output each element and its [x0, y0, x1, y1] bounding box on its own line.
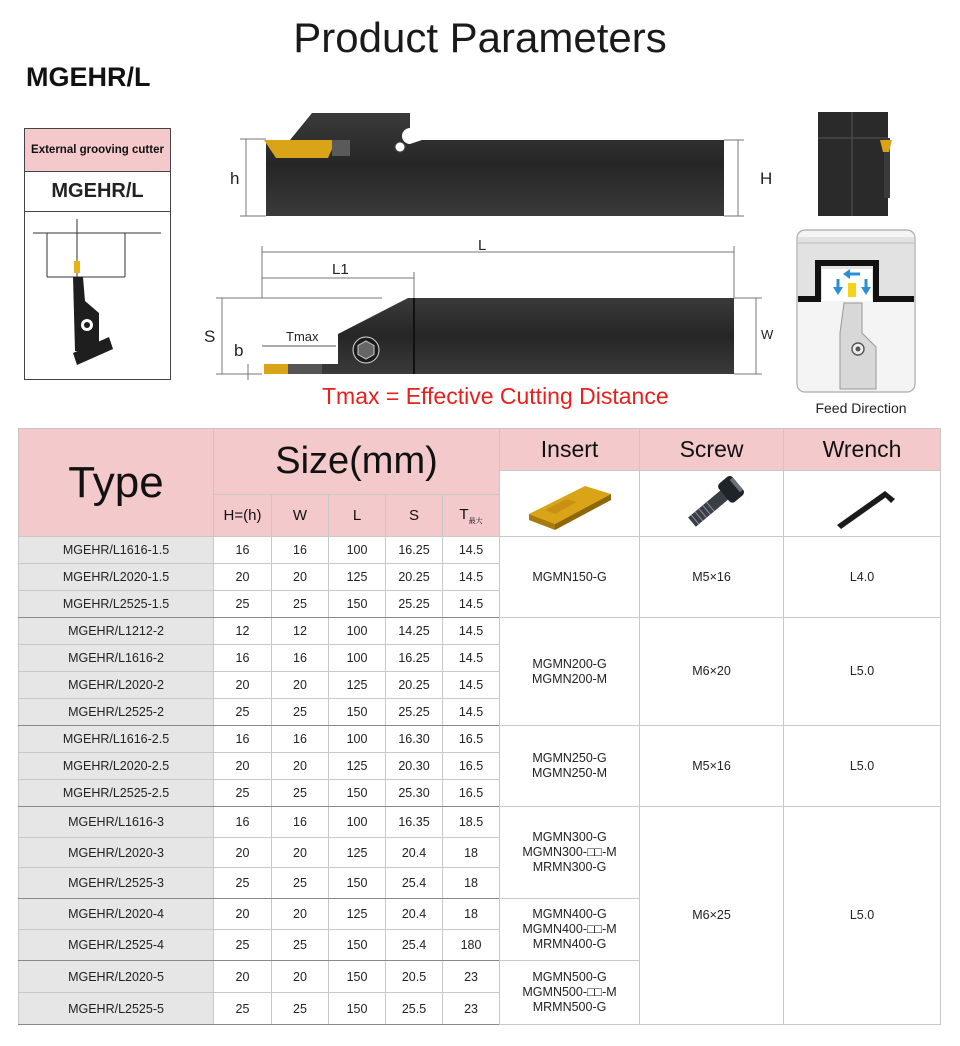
l-value-cell: 150	[329, 961, 386, 993]
s-column-header: S	[386, 495, 443, 537]
type-cell: MGEHR/L1616-2.5	[19, 726, 214, 753]
h-value-cell: 20	[214, 564, 272, 591]
spec-table	[18, 428, 941, 1025]
tool-card	[24, 128, 171, 380]
s-value-cell: 20.4	[386, 838, 443, 868]
type-cell: MGEHR/L2525-5	[19, 993, 214, 1025]
s-value-cell: 16.25	[386, 645, 443, 672]
t-value-cell: 16.5	[443, 753, 500, 780]
table-row	[19, 807, 941, 838]
insert-icon	[515, 474, 625, 534]
b-dimension-label: b	[234, 341, 244, 360]
insert-model-line: MGMN300-G	[532, 830, 607, 844]
w-value-cell: 20	[272, 838, 329, 868]
h-value-cell: 16	[214, 537, 272, 564]
type-cell: MGEHR/L1212-2	[19, 618, 214, 645]
insert-model-line: MRMN500-G	[532, 1000, 607, 1014]
h-value-cell: 16	[214, 645, 272, 672]
t-value-cell: 23	[443, 993, 500, 1025]
w-value-cell: 25	[272, 780, 329, 807]
t-value-cell: 14.5	[443, 618, 500, 645]
card-tool-drawing	[25, 213, 170, 379]
insert-model-cell	[500, 899, 640, 961]
screw-size-cell: M6×25	[640, 807, 784, 1025]
l-value-cell: 125	[329, 564, 386, 591]
wrench-size-cell: L5.0	[784, 618, 941, 726]
t-header-subscript: 最大	[468, 517, 483, 525]
wrench-icon	[817, 473, 907, 535]
h-value-cell: 20	[214, 672, 272, 699]
t-value-cell: 14.5	[443, 672, 500, 699]
w-value-cell: 25	[272, 930, 329, 961]
insert-model-line: MGMN250-G	[532, 751, 607, 765]
h-value-cell: 25	[214, 993, 272, 1025]
w-value-cell: 20	[272, 899, 329, 930]
screw-image-cell	[640, 471, 784, 537]
Tmax-dimension-label: Tmax	[286, 329, 319, 344]
w-value-cell: 16	[272, 807, 329, 838]
s-value-cell: 20.5	[386, 961, 443, 993]
h-value-cell: 25	[214, 699, 272, 726]
l-value-cell: 150	[329, 868, 386, 899]
insert-model-line: MGMN500-□□-M	[522, 985, 617, 999]
t-header-letter: T	[459, 505, 469, 523]
card-header: External grooving cutter	[25, 129, 170, 172]
h-value-cell: 20	[214, 838, 272, 868]
type-cell: MGEHR/L2020-4	[19, 899, 214, 930]
type-cell: MGEHR/L2525-1.5	[19, 591, 214, 618]
type-header: Type	[19, 429, 214, 537]
l-column-header: L	[329, 495, 386, 537]
type-cell: MGEHR/L2020-1.5	[19, 564, 214, 591]
type-cell: MGEHR/L2525-2	[19, 699, 214, 726]
l-value-cell: 125	[329, 838, 386, 868]
l-value-cell: 125	[329, 753, 386, 780]
type-cell: MGEHR/L2020-2	[19, 672, 214, 699]
h-value-cell: 20	[214, 961, 272, 993]
tmax-caption: Tmax = Effective Cutting Distance	[322, 383, 669, 409]
spec-table-body	[19, 537, 941, 1025]
h-value-cell: 25	[214, 591, 272, 618]
t-value-cell: 14.5	[443, 591, 500, 618]
type-cell: MGEHR/L2525-3	[19, 868, 214, 899]
insert-model-line: MGMN150-G	[532, 569, 607, 584]
type-cell: MGEHR/L1616-3	[19, 807, 214, 838]
w-value-cell: 25	[272, 591, 329, 618]
t-value-cell: 18.5	[443, 807, 500, 838]
wrench-header: Wrench	[784, 429, 941, 471]
size-header: Size(mm)	[214, 429, 500, 495]
insert-model-line: MGMN400-□□-M	[522, 922, 617, 936]
table-row	[19, 618, 941, 645]
screw-header: Screw	[640, 429, 784, 471]
t-value-cell: 16.5	[443, 780, 500, 807]
wrench-image-cell	[784, 471, 941, 537]
t-value-cell: 14.5	[443, 537, 500, 564]
t-value-cell: 23	[443, 961, 500, 993]
type-cell: MGEHR/L2525-2.5	[19, 780, 214, 807]
w-value-cell: 16	[272, 537, 329, 564]
insert-header: Insert	[500, 429, 640, 471]
w-value-cell: 20	[272, 753, 329, 780]
t-column-header	[443, 495, 500, 537]
L-dimension-label: L	[478, 237, 487, 254]
l-value-cell: 150	[329, 780, 386, 807]
w-value-cell: 12	[272, 618, 329, 645]
insert-model-cell	[500, 618, 640, 726]
w-value-cell: 16	[272, 726, 329, 753]
S-dimension-label: S	[204, 327, 216, 346]
end-view-drawing	[816, 110, 892, 218]
l-value-cell: 150	[329, 930, 386, 961]
insert-model-line: MRMN400-G	[532, 937, 607, 951]
w-value-cell: 25	[272, 993, 329, 1025]
insert-model-cell	[500, 807, 640, 899]
h-dimension-label: h	[230, 169, 240, 188]
s-value-cell: 25.25	[386, 699, 443, 726]
s-value-cell: 25.4	[386, 930, 443, 961]
h-value-cell: 12	[214, 618, 272, 645]
table-row	[19, 537, 941, 564]
w-value-cell: 20	[272, 564, 329, 591]
w-value-cell: 20	[272, 961, 329, 993]
t-value-cell: 180	[443, 930, 500, 961]
l-value-cell: 100	[329, 618, 386, 645]
t-value-cell: 14.5	[443, 564, 500, 591]
L1-dimension-label: L1	[332, 261, 349, 278]
s-value-cell: 14.25	[386, 618, 443, 645]
table-row	[19, 726, 941, 753]
h-value-cell: 25	[214, 868, 272, 899]
t-value-cell: 18	[443, 838, 500, 868]
side-view-drawing	[224, 100, 780, 225]
s-value-cell: 16.30	[386, 726, 443, 753]
s-value-cell: 16.25	[386, 537, 443, 564]
h-value-cell: 16	[214, 807, 272, 838]
w-value-cell: 20	[272, 672, 329, 699]
type-cell: MGEHR/L2020-5	[19, 961, 214, 993]
insert-image-cell	[500, 471, 640, 537]
l-value-cell: 125	[329, 672, 386, 699]
screw-size-cell: M5×16	[640, 726, 784, 807]
s-value-cell: 25.25	[386, 591, 443, 618]
s-value-cell: 16.35	[386, 807, 443, 838]
top-view-drawing	[196, 228, 786, 388]
h-value-cell: 20	[214, 899, 272, 930]
s-value-cell: 20.4	[386, 899, 443, 930]
w-value-cell: 16	[272, 645, 329, 672]
insert-model-line: MGMN400-G	[532, 907, 607, 921]
feed-direction-caption: Feed Direction	[815, 400, 907, 416]
t-value-cell: 18	[443, 868, 500, 899]
h-value-cell: 25	[214, 930, 272, 961]
type-cell: MGEHR/L2525-4	[19, 930, 214, 961]
screw-size-cell: M5×16	[640, 537, 784, 618]
t-value-cell: 14.5	[443, 645, 500, 672]
h-value-cell: 25	[214, 780, 272, 807]
model-title: MGEHR/L	[26, 62, 151, 92]
l-value-cell: 100	[329, 726, 386, 753]
wrench-size-cell: L4.0	[784, 537, 941, 618]
l-value-cell: 100	[329, 645, 386, 672]
h-value-cell: 20	[214, 753, 272, 780]
type-cell: MGEHR/L2020-2.5	[19, 753, 214, 780]
w-value-cell: 25	[272, 868, 329, 899]
screw-icon	[667, 473, 757, 535]
type-cell: MGEHR/L2020-3	[19, 838, 214, 868]
page-title: Product Parameters	[293, 14, 667, 61]
type-cell: MGEHR/L1616-2	[19, 645, 214, 672]
insert-model-line: MGMN500-G	[532, 970, 607, 984]
type-cell: MGEHR/L1616-1.5	[19, 537, 214, 564]
t-value-cell: 14.5	[443, 699, 500, 726]
card-model: MGEHR/L	[25, 172, 170, 212]
insert-model-cell	[500, 961, 640, 1025]
s-value-cell: 20.30	[386, 753, 443, 780]
wrench-size-cell: L5.0	[784, 726, 941, 807]
insert-model-line: MGMN200-G	[532, 656, 607, 671]
l-value-cell: 150	[329, 993, 386, 1025]
s-value-cell: 25.4	[386, 868, 443, 899]
feed-direction-drawing	[796, 229, 916, 393]
h-column-header: H=(h)	[214, 495, 272, 537]
insert-model-line: MRMN300-G	[532, 860, 607, 874]
t-value-cell: 16.5	[443, 726, 500, 753]
l-value-cell: 125	[329, 899, 386, 930]
insert-model-cell	[500, 726, 640, 807]
wrench-size-cell: L5.0	[784, 807, 941, 1025]
s-value-cell: 20.25	[386, 564, 443, 591]
insert-model-line: MGMN250-M	[532, 766, 608, 780]
s-value-cell: 25.30	[386, 780, 443, 807]
t-value-cell: 18	[443, 899, 500, 930]
H-dimension-label: H	[760, 169, 773, 188]
insert-model-line: MGMN300-□□-M	[522, 845, 617, 859]
h-value-cell: 16	[214, 726, 272, 753]
screw-size-cell: M6×20	[640, 618, 784, 726]
s-value-cell: 25.5	[386, 993, 443, 1025]
l-value-cell: 150	[329, 699, 386, 726]
l-value-cell: 150	[329, 591, 386, 618]
w-value-cell: 25	[272, 699, 329, 726]
s-value-cell: 20.25	[386, 672, 443, 699]
insert-model-cell	[500, 537, 640, 618]
W-dimension-label: W	[761, 327, 774, 342]
insert-model-line: MGMN200-M	[532, 671, 608, 686]
l-value-cell: 100	[329, 807, 386, 838]
w-column-header: W	[272, 495, 329, 537]
l-value-cell: 100	[329, 537, 386, 564]
